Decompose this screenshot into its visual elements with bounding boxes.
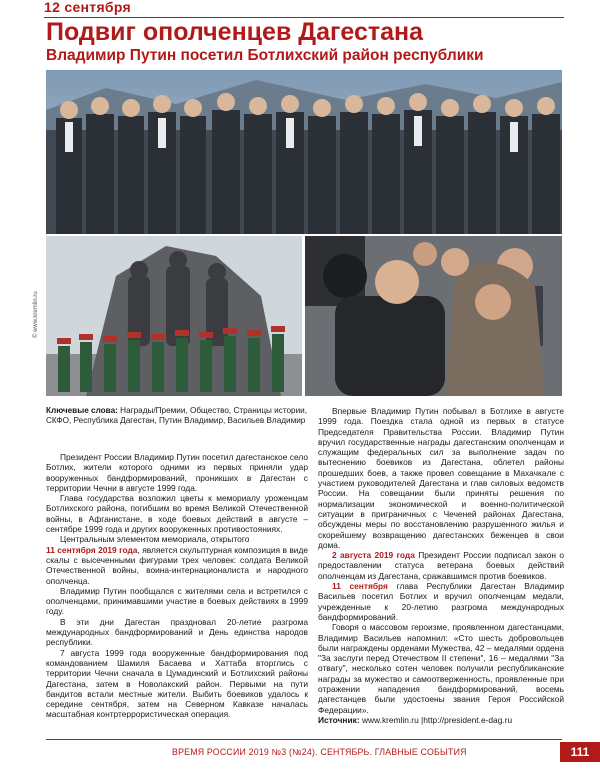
highlight-date: 11 сентября 2019 года — [46, 544, 138, 555]
memorial-photo — [46, 236, 302, 396]
date-label: 12 сентября — [44, 0, 131, 15]
highlight-date: 11 сентября — [332, 581, 388, 592]
meeting-photo — [305, 236, 562, 396]
paragraph-text: , является скульптурная композиция в виде скалы с высеченными фигурами трех человек: солдата Великой Отечественной войны, воина-интернационалиста и народного ополченца. — [46, 544, 308, 586]
source-links[interactable]: www.kremlin.ru |http://president.e-dag.ru — [359, 714, 513, 725]
paragraph: 7 августа 1999 года вооруженные бандформирования под командованием Шамиля Басаева и Хаттаба вторглись с территории Чечни сначала в Цумадинский и Ботлихский районы Дагестана, затем в Новолакский район. Первыми на пути бандитов встали местные жители. Выбить боевиков удалось к середине сентября, затем на Северном Кавказе началась масштабная контртеррористическая операция. — [46, 647, 308, 720]
headline: Подвиг ополченцев Дагестана — [46, 18, 424, 46]
source-line — [318, 715, 564, 725]
paragraph: В эти дни Дагестан праздновал 20-летие разгрома международных бандформирований и День единства народов республики. — [46, 616, 308, 648]
article-right-column — [318, 406, 564, 725]
photo-credit: © www.kremlin.ru — [33, 291, 39, 338]
keywords-label: Ключевые слова: — [46, 406, 118, 415]
subheadline: Владимир Путин посетил Ботлихский район республики — [46, 47, 484, 64]
keywords-text: Награды/Премии, Общество, Страницы истории, СКФО, Республика Дагестан, Путин Владимир, Васильев Владимир — [46, 406, 308, 425]
source-label: Источник: — [318, 714, 360, 725]
paragraph — [318, 581, 564, 622]
footer-title: ВРЕМЯ РОССИИ 2019 №3 (№24). СЕНТЯБРЬ. ГЛАВНЫЕ СОБЫТИЯ — [172, 747, 467, 757]
paragraph — [46, 545, 308, 586]
paragraph: Глава государства возложил цветы к мемориалу уроженцам Ботлихского района, погибшим во время Великой Отечественной войны, в Афганистане, в ходе боевых действий в августе – сентябре 1999 года и других вооруженных противостояниях. — [46, 493, 308, 535]
group-photo — [46, 70, 562, 234]
paragraph: Говоря о массовом героизме, проявленном дагестанцами, Владимир Васильев напомнил: «Сто шесть добровольцев были награждены орденами Мужества, 42 – медалями ордена "За заслуги перед Отечеством II степени", 16 – медалями "За отвагу", несколько сотен человек получили республиканские награды за мужество и самоотверженность, проявленные при отражении нападения бандформирований, восемь дагестанцев были удостоены звания Героя Российской Федерации». — [318, 622, 564, 715]
article-left-column — [46, 452, 308, 720]
paragraph — [318, 550, 564, 581]
page-number: 111 — [560, 742, 600, 762]
paragraph: Президент России Владимир Путин посетил дагестанское село Ботлих, жители которого одними из первых приняли удар вооруженных бандформирований, проникших в Дагестан с территории Чечни в августе 1999 года. — [46, 452, 308, 493]
highlight-date: 2 августа 2019 года — [332, 550, 415, 561]
paragraph-text: Президент России подписал закон о предоставлении статуса ветерана боевых действий ополченцам из Дагестана, сражавшимся против боевиков. — [318, 550, 564, 581]
date-bar — [44, 0, 564, 18]
paragraph-text: глава Республики Дагестан Владимир Васильев посетил Ботлих и вручил ополченцам медали, учрежденные к 20-летию разгрома международных бандформирований. — [318, 581, 565, 622]
keywords — [46, 406, 308, 426]
footer-divider — [46, 739, 562, 740]
paragraph: Впервые Владимир Путин побывал в Ботлихе в августе 1999 года. Поездка стала одной из первых в статусе Председателя Правительства России. Владимир Путин вручил государственные награды дагестанским ополченцам и служащим федеральных сил за выполнение задач по вытеснению боевиков из Дагестана, облетел районы прошедших боев, а также провел совещание в Махачкале с участием руководителей Дагестана и глав силовых ведомств России. На совещании были приняты решения по нормализации экономической и военно-политической ситуации в приграничных с Чеченей районах Дагестана, обсуждены меры по восстановлению разрушенного жилья и скорейшему возвращению дагестанских беженцев в свои дома. — [318, 406, 564, 550]
paragraph: Центральным элементом мемориала, открытого — [60, 534, 250, 545]
paragraph: Владимир Путин пообщался с жителями села и встретился с ополченцами, принимавшими участие в боевых действиях в 1999 году. — [46, 585, 308, 617]
